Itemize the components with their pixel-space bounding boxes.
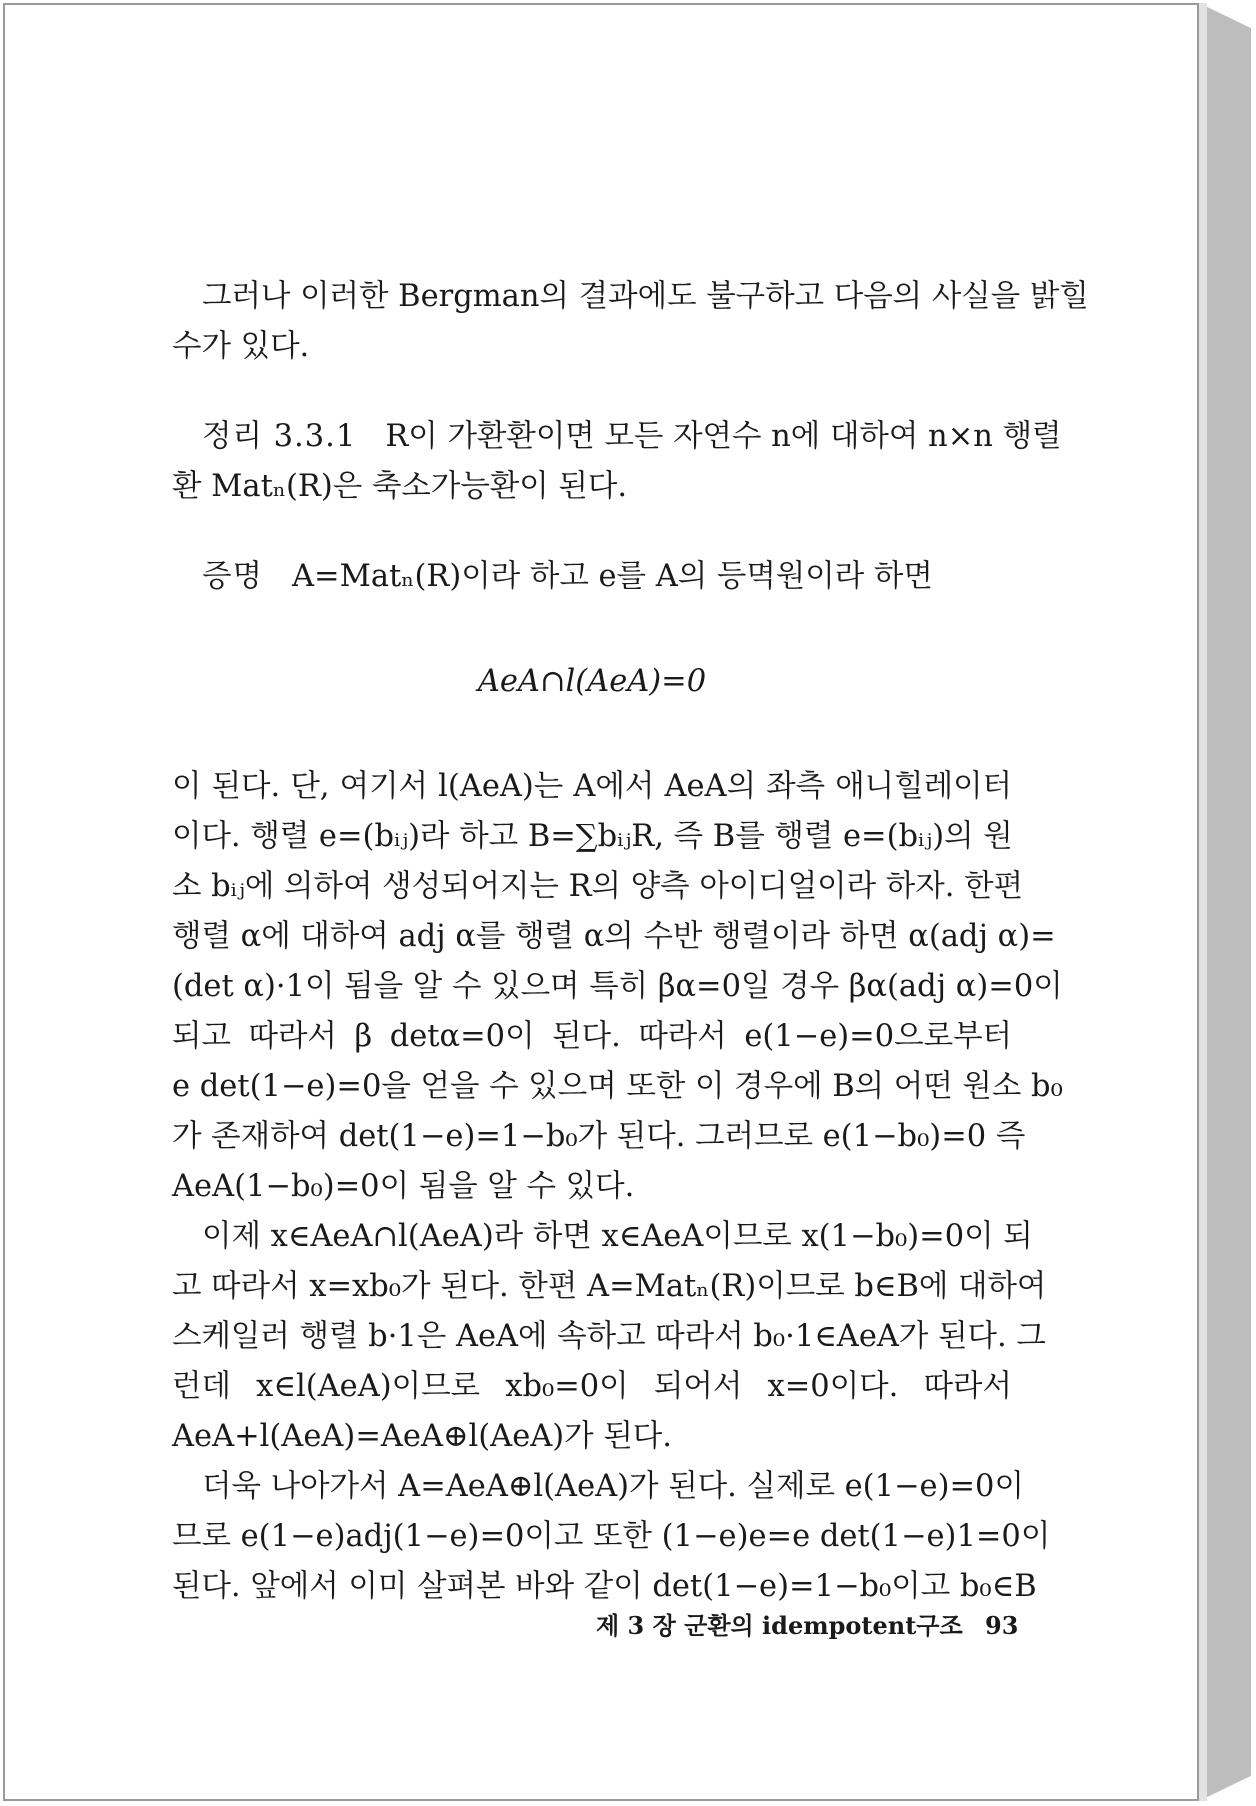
proof-block — [172, 552, 1063, 1612]
text-line: AeA(1−b₀)=0이 됨을 알 수 있다. — [172, 1169, 635, 1204]
proof-line — [172, 552, 1012, 602]
text-line: 된다. 앞에서 이미 살펴본 바와 같이 det(1−e)=1−b₀이고 b₀∈B — [172, 1569, 1037, 1604]
display-formula: AeA∩l(AeA)=0 — [477, 664, 707, 699]
page-number: 93 — [985, 1611, 1019, 1640]
intro-paragraph — [172, 272, 1089, 372]
text-line: 되고 따라서 β detα=0이 된다. 따라서 e(1−e)=0으로부터 — [172, 1019, 1012, 1054]
spacer — [172, 512, 1012, 552]
theorem-statement: R이 가환환이면 모든 자연수 n에 대하여 n×n 행렬 — [385, 419, 1062, 454]
text-line: 소 bᵢⱼ에 의하여 생성되어지는 R의 양측 아이디얼이라 하자. 한편 — [172, 869, 1024, 904]
text-line: (det α)·1이 됨을 알 수 있으며 특히 βα=0일 경우 βα(adj α)=0이 — [172, 969, 1063, 1004]
proof-paragraph-3 — [172, 1462, 1051, 1612]
text-line: 행렬 α에 대하여 adj α를 행렬 α의 수반 행렬이라 하면 α(adj α)= — [172, 919, 1056, 954]
spacer — [172, 372, 1012, 412]
text-line: 그러나 이러한 Bergman의 결과에도 불구하고 다음의 사실을 밝힐 — [202, 279, 1089, 314]
text-line: 수가 있다. — [172, 329, 310, 364]
text-line: 고 따라서 x=xb₀가 된다. 한편 A=Matₙ(R)이므로 b∈B에 대하여 — [172, 1269, 1047, 1304]
text-line: 환 Matₙ(R)은 축소가능환이 된다. — [172, 469, 628, 504]
text-line: 이 된다. 단, 여기서 l(AeA)는 A에서 AeA의 좌측 애니힐레이터 — [172, 769, 1012, 804]
text-line: 가 존재하여 det(1−e)=1−b₀가 된다. 그러므로 e(1−b₀)=0 즉 — [172, 1119, 1026, 1154]
chapter-title: 제 3 장 군환의 idempotent구조 — [596, 1611, 963, 1640]
page-stack-edge-highlight — [1199, 3, 1207, 1801]
text-line: 므로 e(1−e)adj(1−e)=0이고 또한 (1−e)e=e det(1−e)1=0이 — [172, 1519, 1051, 1554]
theorem-label: 정리 3.3.1 — [202, 419, 357, 454]
text-line: AeA+l(AeA)=AeA⊕l(AeA)가 된다. — [172, 1419, 672, 1454]
proof-statement: A=Matₙ(R)이라 하고 e를 A의 등멱원이라 하면 — [292, 559, 933, 594]
text-line: 런데 x∈l(AeA)이므로 xb₀=0이 되어서 x=0이다. 따라서 — [172, 1369, 1012, 1404]
proof-paragraph-2 — [172, 1212, 1047, 1462]
page-body — [172, 272, 1089, 1612]
theorem-line — [172, 412, 1062, 462]
theorem-block — [172, 412, 1062, 512]
text-line: 스케일러 행렬 b·1은 AeA에 속하고 따라서 b₀·1∈AeA가 된다. 그 — [172, 1319, 1046, 1354]
proof-paragraph-1 — [172, 762, 1063, 1212]
text-line: e det(1−e)=0을 얻을 수 있으며 또한 이 경우에 B의 어떤 원소 b₀ — [172, 1069, 1063, 1104]
text-line: 이제 x∈AeA∩l(AeA)라 하면 x∈AeA이므로 x(1−b₀)=0이 되 — [202, 1219, 1033, 1254]
running-footer — [596, 1606, 1018, 1641]
text-line: 더욱 나아가서 A=AeA⊕l(AeA)가 된다. 실제로 e(1−e)=0이 — [202, 1469, 1024, 1504]
proof-label: 증명 — [202, 559, 263, 594]
text-line: 이다. 행렬 e=(bᵢⱼ)라 하고 B=∑bᵢⱼR, 즉 B를 행렬 e=(bᵢⱼ)의 원 — [172, 819, 1013, 854]
